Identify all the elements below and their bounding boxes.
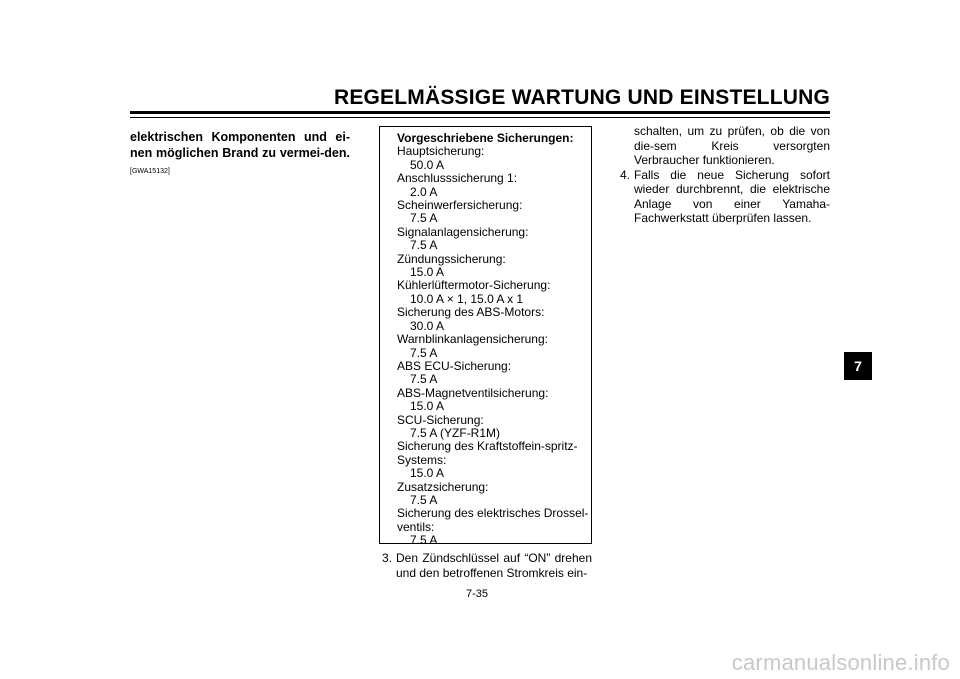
warning-continuation: [130, 129, 350, 180]
step-3: [382, 551, 592, 580]
spec-item-label: Anschlusssicherung 1:: [397, 171, 518, 186]
spec-item-value: 7.5 A: [410, 345, 438, 360]
spec-item-label: Kühlerlüftermotor-Sicherung:: [397, 278, 551, 293]
spec-item-value: 7.5 A (YZF-R1M): [410, 425, 501, 440]
spec-item-label: Warnblinkanlagensicherung:: [397, 332, 548, 347]
spec-item-value: 10.0 A × 1, 15.0 A x 1: [410, 291, 524, 306]
spec-item-label: ABS ECU-Sicherung:: [397, 358, 512, 373]
warning-code: [GWA15132]: [130, 168, 170, 175]
watermark: carmanualsonline.info: [731, 650, 950, 675]
spec-item-value: 15.0 A: [410, 466, 445, 481]
spec-item-label: Signalanlagensicherung:: [397, 224, 529, 239]
step-text: Den Zündschlüssel auf “ON” drehen und den betroffenen Stromkreis ein-: [396, 551, 592, 580]
spec-item-label: SCU-Sicherung:: [397, 412, 484, 427]
spec-item-value: 7.5 A: [410, 211, 438, 226]
spec-item-value: 15.0 A: [410, 265, 445, 280]
spec-item-label: Hauptsicherung:: [397, 144, 485, 159]
step-number: 4.: [620, 167, 631, 182]
spec-item-label: Sicherung des Kraftstoffein-spritz-Systems:: [397, 439, 578, 467]
spec-item-label: Zusatzsicherung:: [397, 479, 489, 494]
spec-item-label: Zündungssicherung:: [397, 251, 506, 266]
spec-item-value: 7.5 A: [410, 372, 438, 387]
chapter-tab: 7: [844, 352, 872, 380]
header-rule: [130, 111, 830, 114]
page-title: REGELMÄSSIGE WARTUNG UND EINSTELLUNG: [333, 86, 830, 109]
spec-item-label: Sicherung des ABS-Motors:: [397, 305, 545, 320]
step-number: 3.: [382, 551, 393, 565]
spec-item-value: 2.0 A: [410, 184, 438, 199]
spec-list: [397, 145, 591, 547]
spec-item-label: Scheinwerfersicherung:: [397, 198, 523, 213]
spec-item-label: Sicherung des elektrisches Drossel-ventils:: [397, 506, 589, 534]
step-3-continued: schalten, um zu prüfen, ob die von die-sem Kreis versorgten Verbraucher funktionieren.: [634, 124, 830, 167]
spec-item-value: 15.0 A: [410, 399, 445, 414]
step-text: Falls die neue Sicherung sofort wieder durchbrennt, die elektrische Anlage von einer Yamaha-Fachwerkstatt überprüfen lassen.: [634, 167, 830, 225]
spec-item-value: 7.5 A: [410, 533, 438, 548]
spec-item-value: 7.5 A: [410, 238, 438, 253]
spec-item-value: 7.5 A: [410, 492, 438, 507]
fuse-spec-box: [379, 126, 592, 548]
step-4: [620, 168, 830, 226]
spec-item-value: 50.0 A: [410, 157, 445, 172]
right-column: [620, 124, 830, 226]
warning-text: elektrischen Komponenten und ei-nen möglichen Brand zu vermei-den.: [130, 130, 350, 160]
page-number: 7-35: [466, 588, 489, 600]
spec-box-title: Vorgeschriebene Sicherungen:: [397, 131, 574, 145]
spec-item-label: ABS-Magnetventilsicherung:: [397, 385, 549, 400]
header-rule-thin: [130, 117, 830, 118]
spec-item-value: 30.0 A: [410, 318, 445, 333]
